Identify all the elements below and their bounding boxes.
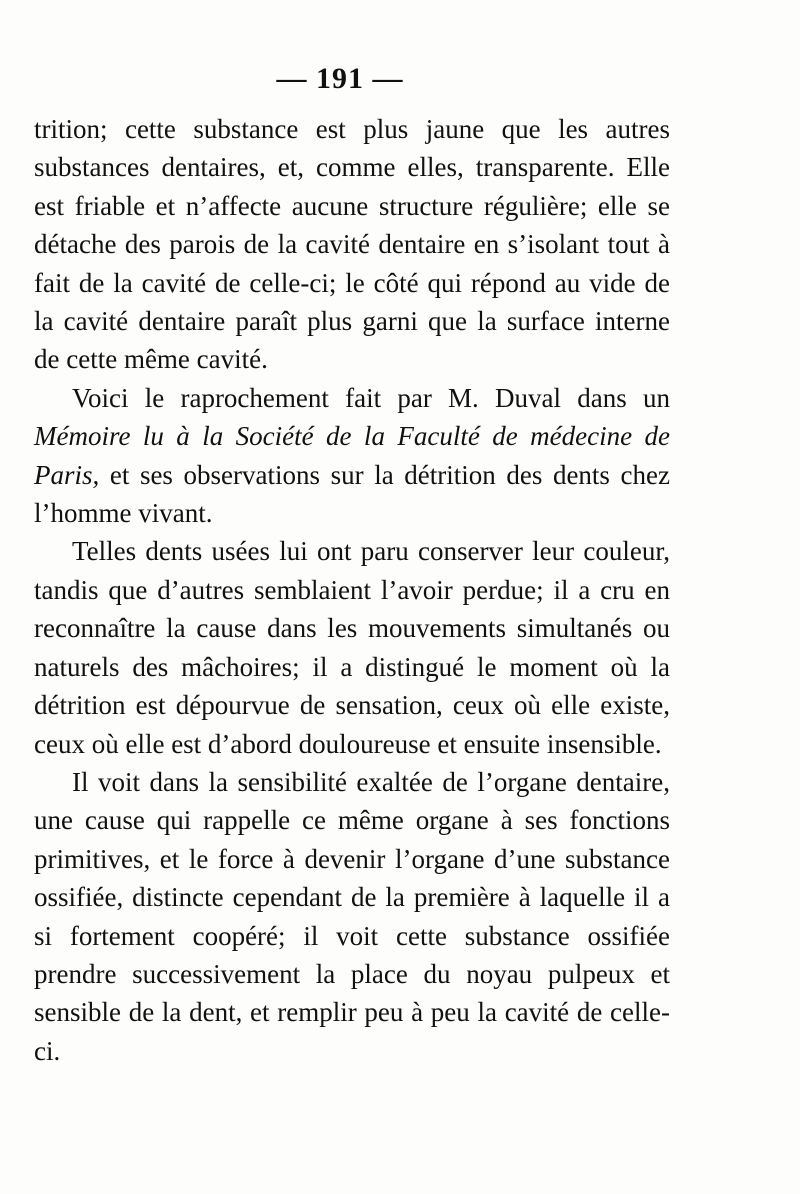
paragraph-1-text: trition; cette substance est plus jaune que les autres substances dentaires, et, comme elles, transparente. Elle est friable et n’affecte aucune structure régulière; elle se détache des parois de la cavité dentaire en s’isolant tout à fait de la cavité de celle-ci; le côté qui répond au vide de la cavité dentaire paraît plus garni que la surface interne de cette même cavité. — [34, 114, 670, 375]
paragraph-3 — [34, 532, 670, 762]
paragraph-2-text-a: Voici le raprochement fait par M. Duval dans un — [72, 382, 670, 413]
paragraph-1 — [34, 110, 670, 379]
paragraph-4 — [34, 763, 670, 1070]
paragraph-3-text: Telles dents usées lui ont paru conserver leur couleur, tandis que d’autres semblaient l’avoir perdue; il a cru en reconnaître la cause dans les mouvements simultanés ou naturels des mâchoires; il a distingué le moment où la détrition est dépourvue de sensation, ceux où elle existe, ceux où elle est d’abord douloureuse et ensuite insensible. — [34, 536, 670, 759]
paragraph-2-italic-title: Mémoire lu à la Société de la Faculté de médecine de Paris, — [34, 421, 670, 490]
paragraph-4-text: Il voit dans la sensibilité exaltée de l’organe dentaire, une cause qui rappelle ce même organe à ses fonctions primitives, et le force à devenir l’organe d’une substance ossifiée, distincte cependant de la première à laquelle il a si fortement coopéré; il voit cette substance ossifiée prendre successivement la place du noyau pulpeux et sensible de la dent, et remplir peu à peu la cavité de celle-ci. — [34, 766, 670, 1066]
body-text — [34, 110, 670, 1070]
page-number: — 191 — — [276, 62, 404, 95]
paragraph-2-text-b: et ses observations sur la détrition des dents chez l’homme vivant. — [34, 459, 670, 529]
paragraph-2 — [34, 379, 670, 533]
